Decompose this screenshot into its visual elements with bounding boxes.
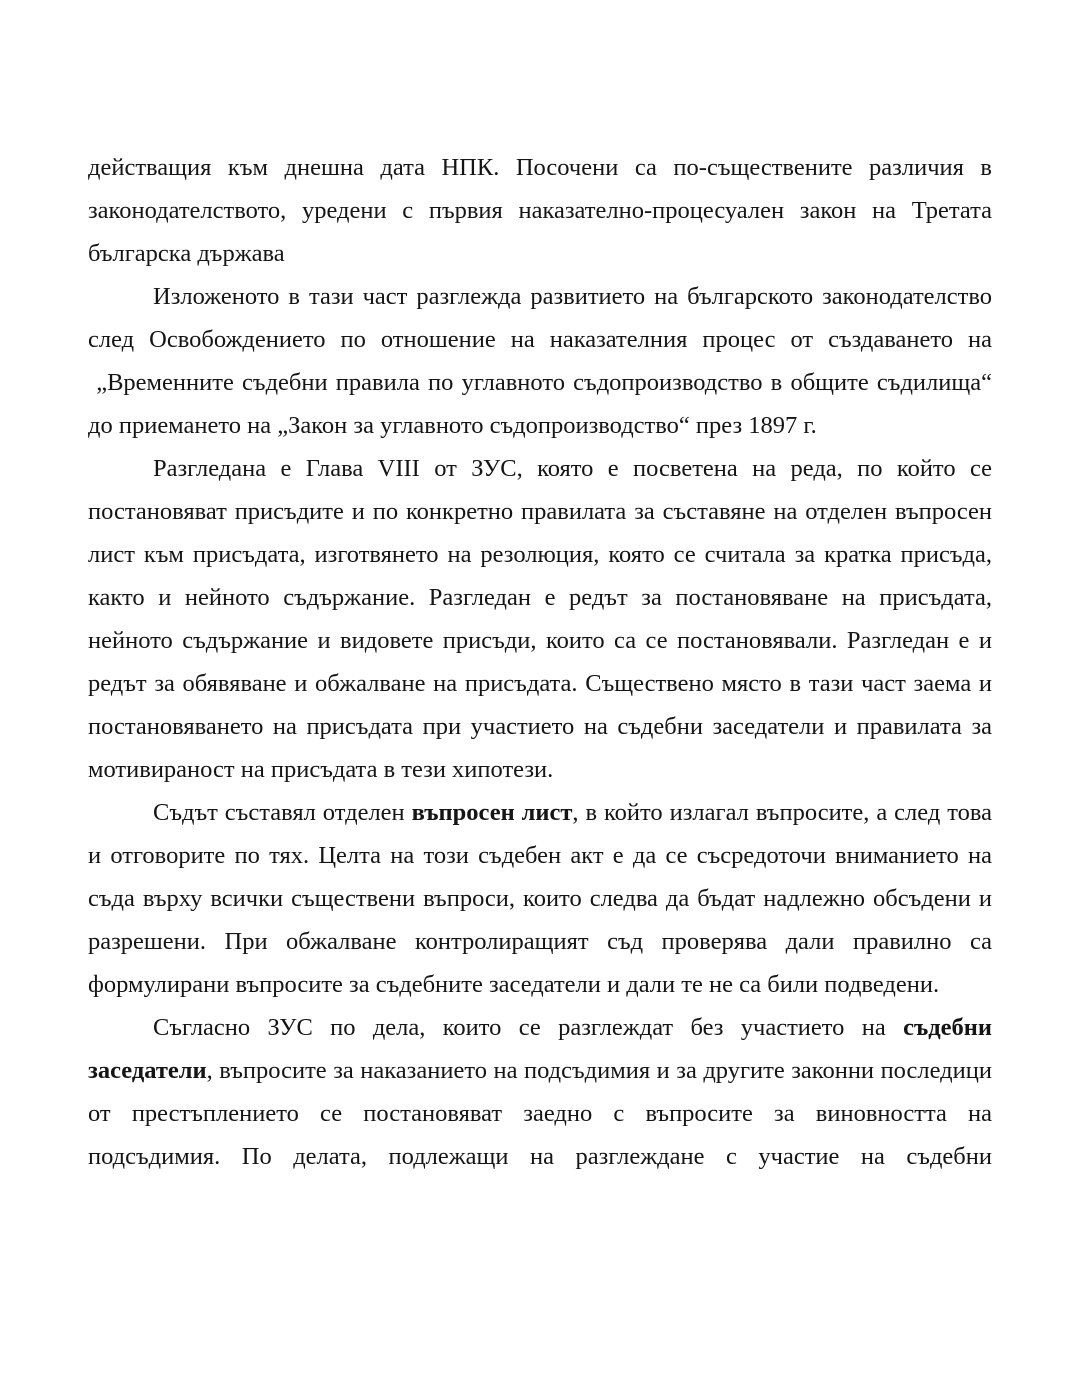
text-segment: Съгласно ЗУС по дела, които се разглеждат без участието на bbox=[153, 1014, 904, 1041]
paragraph bbox=[88, 275, 992, 447]
text-segment: , в който излагал въпросите, а след това и отговорите по тях. Целта на този съдебен акт е да се съсредоточи вниманието на съда върху всички съществени въпроси, които следва да бъдат надлежно обсъдени и разрешени. При обжалване контролиращият съд проверява дали правилно са формулирани въпросите за съдебните заседатели и дали те не са били подведени. bbox=[88, 799, 992, 998]
paragraph bbox=[88, 146, 992, 275]
text-segment: Съдът съставял отделен bbox=[153, 799, 412, 826]
text-segment: , въпросите за наказанието на подсъдимия и за другите законни последици от престъплението се постановяват заедно с въпросите за виновността на подсъдимия. По делата, подлежащи на разглеждане с участие на съдебни bbox=[88, 1057, 992, 1170]
bold-text-segment: въпросен лист bbox=[411, 799, 573, 826]
text-segment: действащия към днешна дата НПК. Посочени са по-съществените различия в законодателството, уредени с първия наказателно-процесуален закон на Третата българска държава bbox=[88, 154, 992, 267]
text-body bbox=[88, 146, 992, 1178]
paragraph bbox=[88, 1006, 992, 1178]
paragraph bbox=[88, 791, 992, 1006]
text-segment: Разгледана е Глава VIII от ЗУС, която е посветена на реда, по който се постановяват присъдите и по конкретно правилата за съставяне на отделен въпросен лист към присъдата, изготвянето на резолюция, която се считала за кратка присъда, както и нейното съдържание. Разгледан е редът за постановяване на присъдата, нейното съдържание и видовете присъди, които са се постановявали. Разгледан е и редът за обявяване и обжалване на присъдата. Съществено място в тази част заема и постановяването на присъдата при участието на съдебни заседатели и правилата за мотивираност на присъдата в тези хипотези. bbox=[88, 455, 992, 783]
text-segment: Изложеното в тази част разглежда развитието на българското законодателство след Освобождението по отношение на наказателния процес от създаването на „Временните съдебни правила по углавното съдопроизводство в общите съдилища“ до приемането на „Закон за углавното съдопроизводство“ през 1897 г. bbox=[88, 283, 992, 439]
bold-text-segment: съдебни заседатели bbox=[88, 1014, 992, 1084]
paragraph bbox=[88, 447, 992, 791]
